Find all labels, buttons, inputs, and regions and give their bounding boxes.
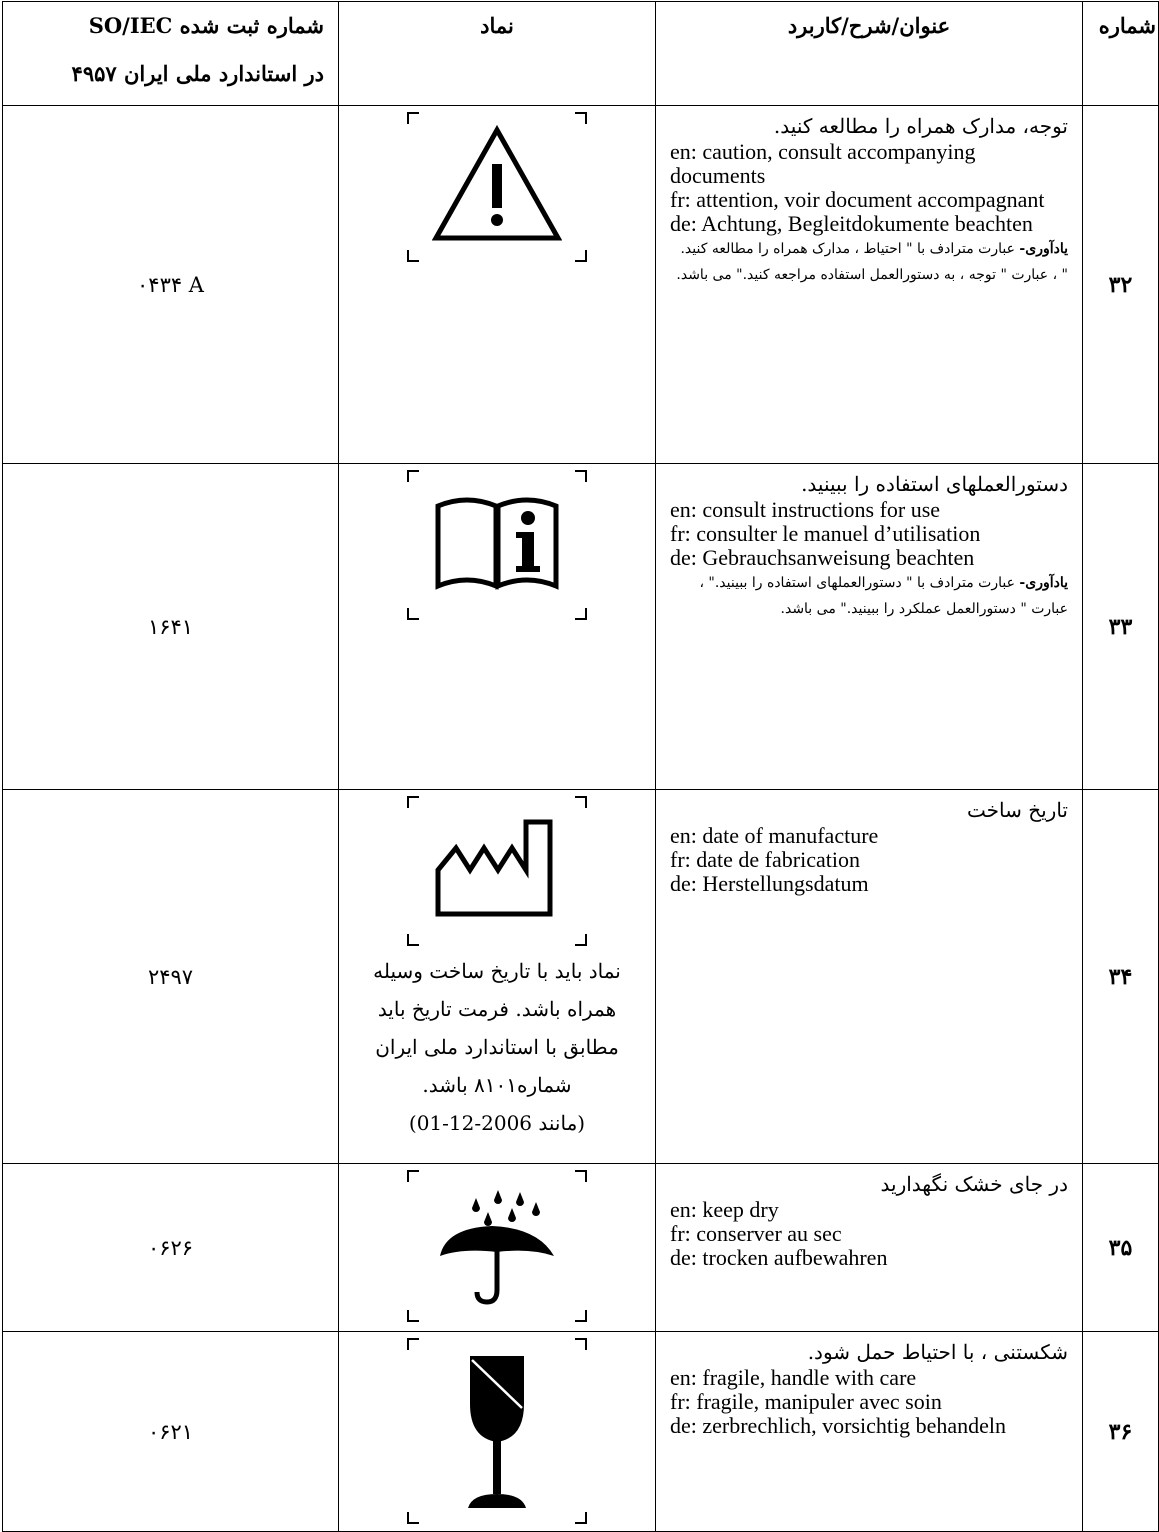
registration-number: ۰۶۲۶: [3, 1164, 339, 1332]
title-en: en: date of manufacture: [670, 823, 879, 848]
note: [670, 236, 1068, 288]
registration-number: ۰۴۳۴ A: [3, 106, 339, 464]
note-label: یادآوری-: [1019, 241, 1068, 257]
title-en: en: caution, consult accompanying documents: [670, 139, 976, 188]
table-row: [3, 464, 1159, 790]
title-de: de: Achtung, Begleitdokumente beachten: [670, 211, 1033, 236]
row-number: ۳۳: [1083, 464, 1159, 790]
title-cell: [656, 790, 1083, 1164]
symbol-cell: [339, 106, 656, 464]
table-row: [3, 1332, 1159, 1532]
row-number: ۳۴: [1083, 790, 1159, 1164]
note-label: یادآوری-: [1019, 575, 1068, 591]
title-cell: [656, 106, 1083, 464]
note-text: عبارت مترادف با " احتیاط ، مدارک همراه را مطالعه کنید. " ، عبارت " توجه ، به دستورالعمل استفاده مراجعه کنید." می باشد.: [676, 241, 1068, 283]
row-number: ۳۶: [1083, 1332, 1159, 1532]
title-de: de: zerbrechlich, vorsichtig behandeln: [670, 1413, 1006, 1438]
symbol-cell: [339, 464, 656, 790]
title-cell: [656, 464, 1083, 790]
symbol-cell: [339, 790, 656, 1164]
header-title: عنوان/شرح/کاربرد: [656, 2, 1083, 106]
title-fr: fr: conserver au sec: [670, 1221, 842, 1246]
title-fa: شکستنی ، با احتیاط حمل شود.: [807, 1340, 1068, 1364]
factory-icon: [432, 808, 562, 928]
registration-number: ۲۴۹۷: [3, 790, 339, 1164]
symbol-frame: [407, 796, 587, 946]
registration-number: ۰۶۲۱: [3, 1332, 339, 1532]
header-reg-line1: شماره ثبت شده SO/IEC: [88, 13, 324, 38]
title-en: en: consult instructions for use: [670, 497, 941, 522]
title-fa: در جای خشک نگهدارید: [880, 1172, 1068, 1196]
title-fa: دستورالعملهای استفاده را ببینید.: [801, 472, 1068, 496]
title-de: de: Herstellungsdatum: [670, 871, 869, 896]
title-fa: توجه، مدارک همراه را مطالعه کنید.: [773, 114, 1068, 138]
symbol-note-example: (مانند 2006-12-01): [408, 1111, 586, 1135]
title-fa: تاریخ ساخت: [966, 798, 1068, 822]
symbol-cell: [339, 1332, 656, 1532]
symbol-cell: [339, 1164, 656, 1332]
table-row: [3, 1164, 1159, 1332]
symbol-frame: [407, 470, 587, 620]
symbol-frame: [407, 112, 587, 262]
symbol-frame: [407, 1338, 587, 1524]
header-registration: [3, 2, 339, 106]
title-fr: fr: attention, voir document accompagnant: [670, 187, 1045, 212]
instructions-book-icon: [432, 482, 562, 602]
title-cell: [656, 1332, 1083, 1532]
header-number: شماره: [1083, 2, 1159, 106]
caution-triangle-icon: [432, 124, 562, 244]
note-text: عبارت مترادف با " دستورالعملهای استفاده را ببینید." ، عبارت " دستورالعمل عملکرد را ببینید." می باشد.: [699, 575, 1068, 617]
registration-number: ۱۶۴۱: [3, 464, 339, 790]
symbol-note: [339, 952, 655, 1142]
title-en: en: keep dry: [670, 1197, 779, 1222]
title-fr: fr: fragile, manipuler avec soin: [670, 1389, 942, 1414]
note: [670, 570, 1068, 622]
title-de: de: Gebrauchsanweisung beachten: [670, 545, 975, 570]
title-en: en: fragile, handle with care: [670, 1365, 917, 1390]
row-number: ۳۵: [1083, 1164, 1159, 1332]
header-reg-line2: در استاندارد ملی ایران ۴۹۵۷: [71, 61, 324, 86]
header-symbol: نماد: [339, 2, 656, 106]
title-de: de: trocken aufbewahren: [670, 1245, 888, 1270]
umbrella-rain-icon: [432, 1178, 562, 1308]
table-header-row: [3, 2, 1159, 106]
table-row: [3, 106, 1159, 464]
table-row: [3, 790, 1159, 1164]
title-cell: [656, 1164, 1083, 1332]
fragile-glass-icon: [432, 1346, 562, 1516]
row-number: ۳۲: [1083, 106, 1159, 464]
title-fr: fr: consulter le manuel d’utilisation: [670, 521, 981, 546]
symbol-frame: [407, 1170, 587, 1322]
symbol-note-text: نماد باید با تاریخ ساخت وسیله همراه باشد. فرمت تاریخ باید مطابق با استاندارد ملی ایران شماره۸۱۰۱ باشد.: [373, 959, 621, 1097]
symbols-table: [2, 1, 1159, 1532]
title-fr: fr: date de fabrication: [670, 847, 860, 872]
